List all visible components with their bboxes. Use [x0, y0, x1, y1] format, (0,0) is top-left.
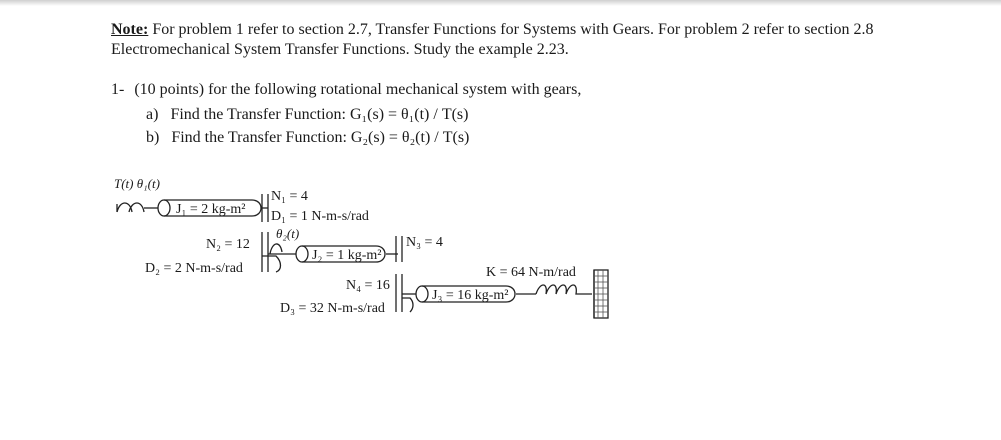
n4-label: N₄ = 16: [346, 278, 390, 293]
theta2-arrow-icon: [270, 244, 282, 254]
j2-label: J₂ = 1 kg-m²: [312, 248, 382, 263]
input-label: T(t) θ₁(t): [114, 176, 160, 191]
n2-label: N₂ = 12: [206, 237, 250, 252]
d3-label: D₃ = 32 N-m-s/rad: [280, 301, 385, 316]
damper-d2-icon: [262, 256, 281, 272]
j2-disk-icon: [296, 246, 308, 262]
part-a-text: Find the Transfer Function: G₁(s) = θ₁(t) / T(s): [170, 106, 469, 123]
part-a-letter: a): [146, 106, 159, 123]
problem-number: 1-: [111, 81, 125, 98]
note-text: For problem 1 refer to section 2.7, Transfer Functions for Systems with Gears. For problem 2 refer to section 2.8 Electromechanical System Transfer Functions. Study the example 2.23.: [111, 21, 874, 58]
note-label: Note:: [111, 21, 149, 38]
j3-disk-icon: [416, 286, 428, 302]
n3-label: N₃ = 4: [406, 235, 443, 250]
k-label: K = 64 N-m/rad: [486, 265, 576, 280]
damper-d3-icon: [402, 298, 413, 312]
problem-text: (10 points) for the following rotational mechanical system with gears,: [134, 81, 582, 98]
part-b-text: Find the Transfer Function: G₂(s) = θ₂(t) / T(s): [171, 129, 470, 146]
d2-label: D₂ = 2 N-m-s/rad: [145, 261, 243, 276]
d1-label: D₁ = 1 N-m-s/rad: [271, 209, 369, 224]
theta2-label: θ₂(t): [276, 226, 300, 241]
j1-label: J₁ = 2 kg-m²: [176, 202, 246, 217]
spring-k-icon: [536, 285, 592, 294]
j3-label: J₃ = 16 kg-m²: [432, 288, 509, 303]
j1-disk-icon: [158, 200, 170, 216]
n1-label: N₁ = 4: [271, 189, 308, 204]
part-b-letter: b): [146, 129, 160, 146]
